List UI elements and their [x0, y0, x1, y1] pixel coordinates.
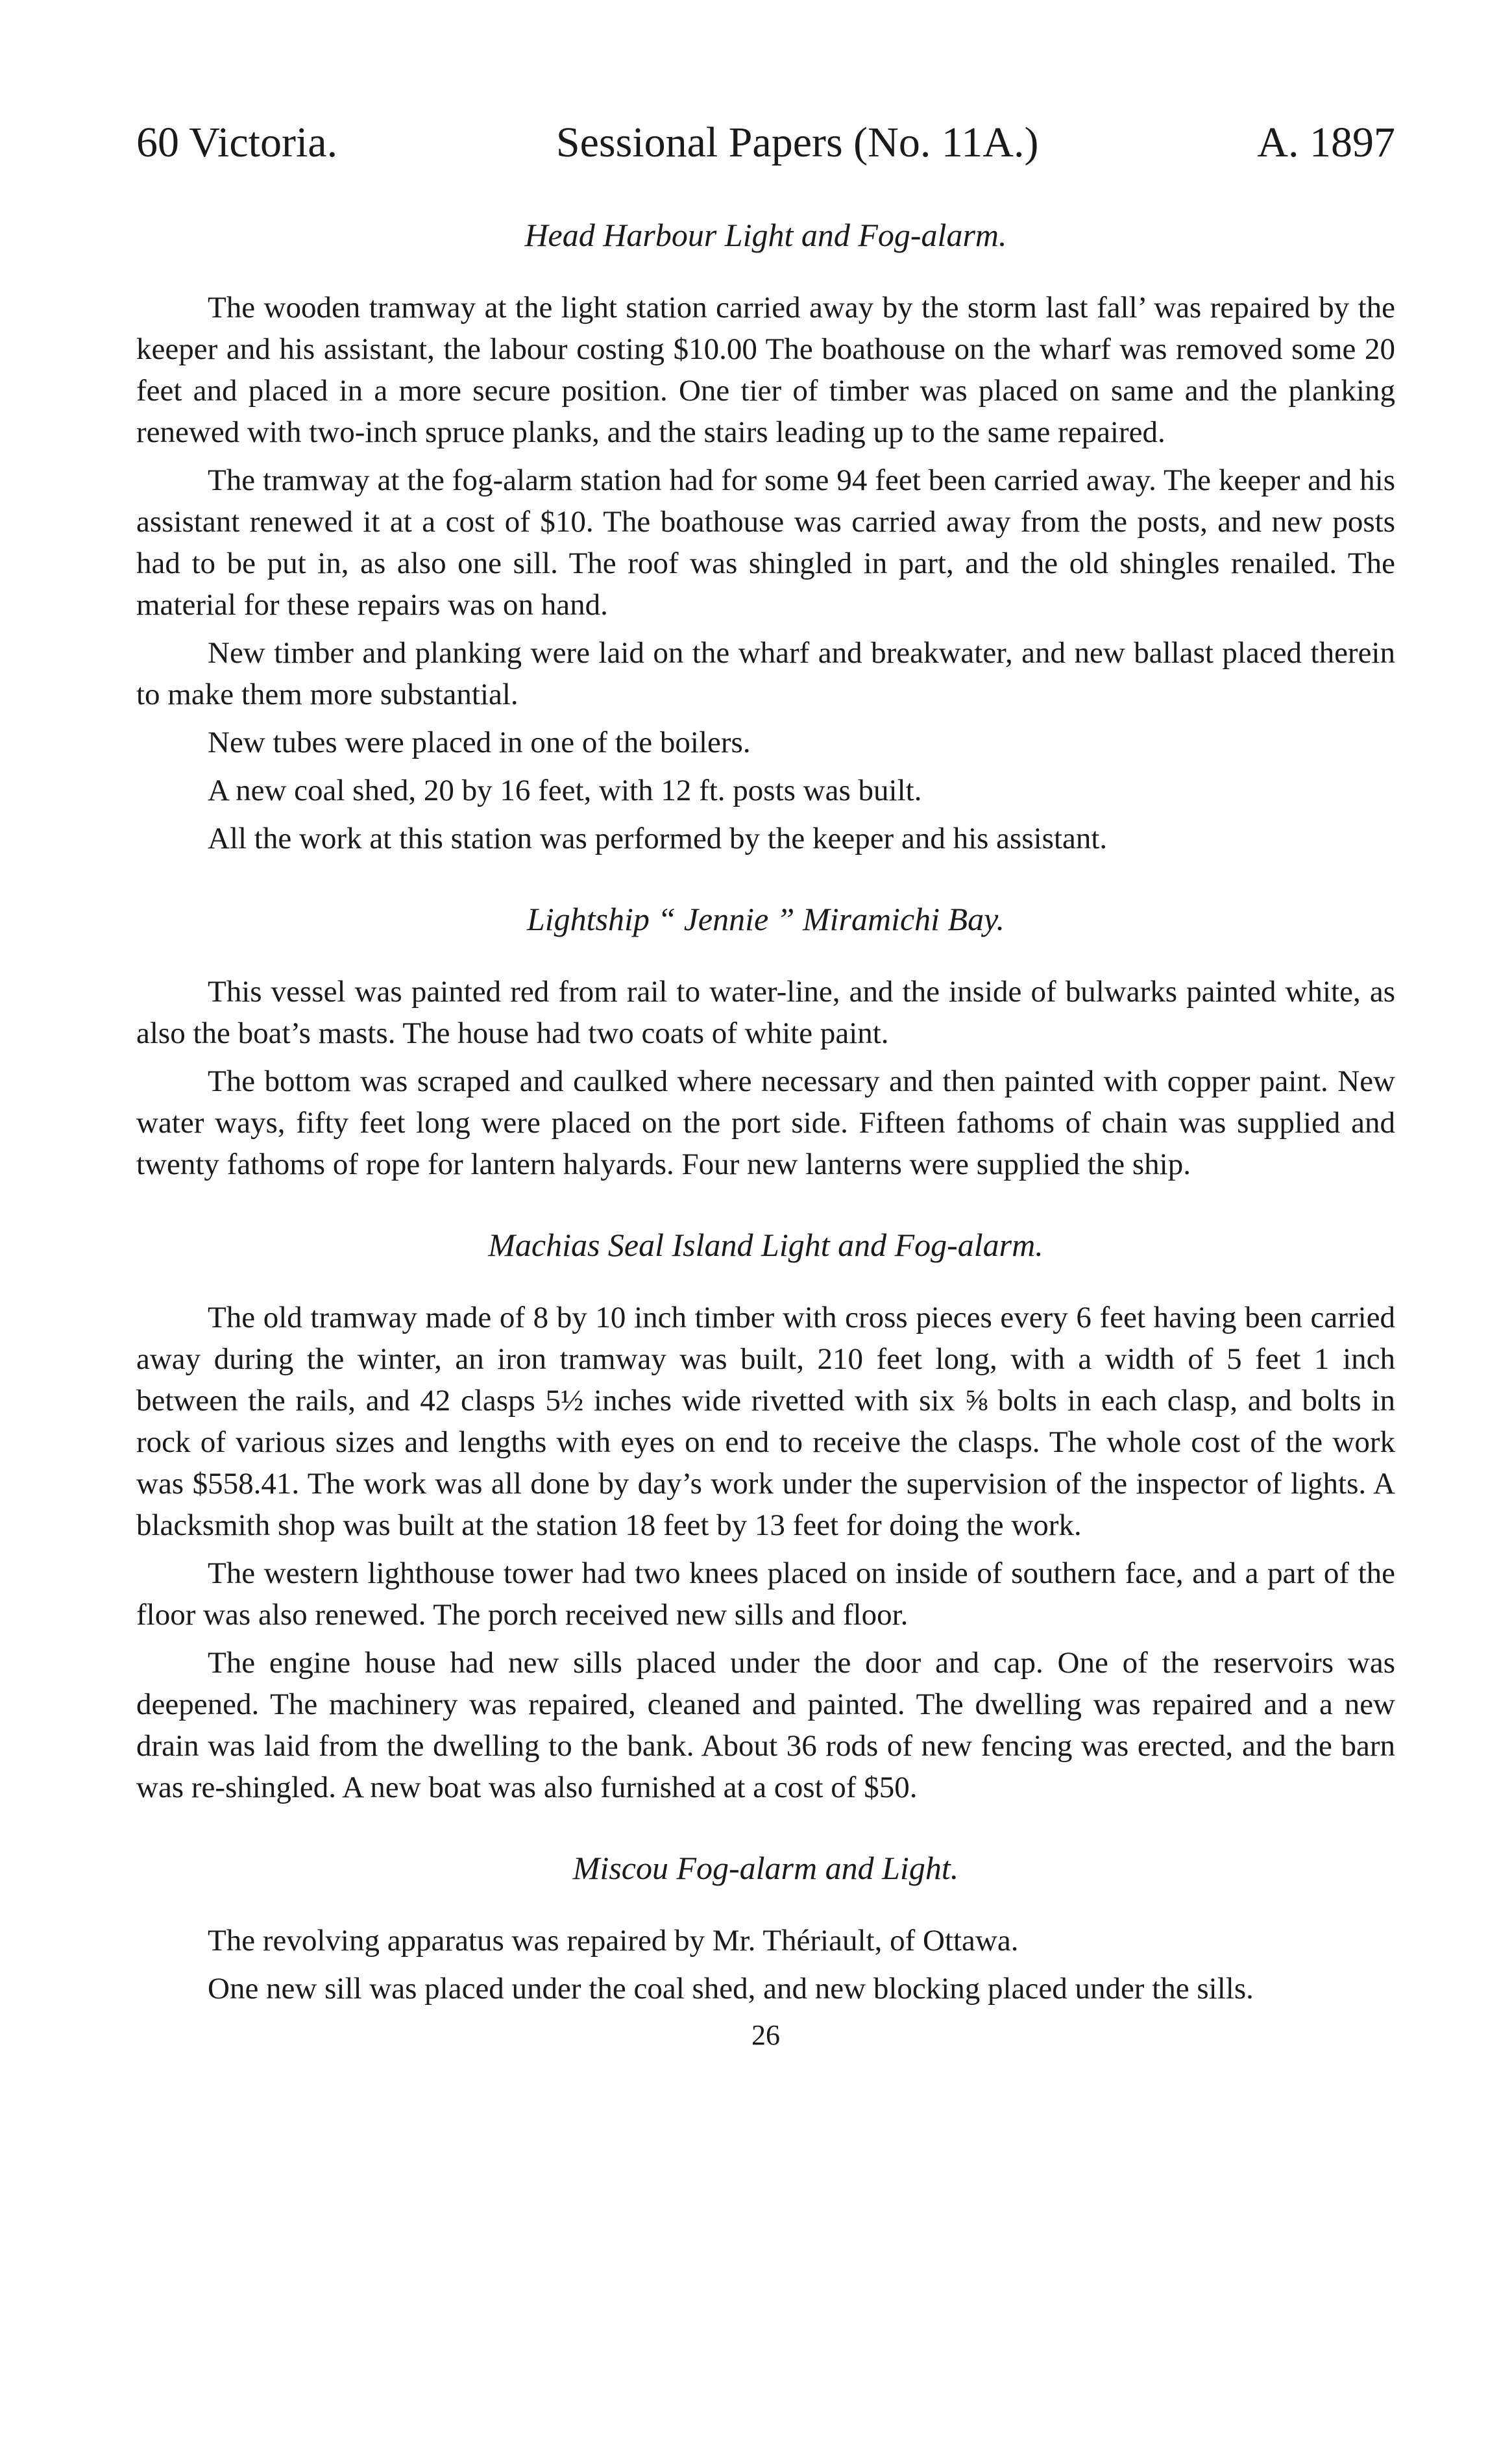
section-head-harbour	[136, 214, 1395, 859]
section-title: Lightship “ Jennie ” Miramichi Bay.	[526, 901, 1005, 937]
header-year: A. 1897	[1257, 119, 1395, 166]
paragraph: The old tramway made of 8 by 10 inch timber with cross pieces every 6 feet having been carried away during the winter, an iron tramway was built, 210 feet long, with a width of 5 feet 1 inch between the rails, and 42 clasps 5½ inches wide rivetted with six ⅝ bolts in each clasp, and bolts in rock of various sizes and lengths with eyes on end to receive the clasps. The whole cost of the work was $558.41. The work was all done by day’s work under the supervision of the inspector of lights. A blacksmith shop was built at the station 18 feet by 13 feet for doing the work.	[136, 1301, 1395, 1542]
page-number: 26	[751, 2019, 780, 2051]
section-miscou	[136, 1847, 1395, 2009]
section-title: Machias Seal Island Light and Fog-alarm.	[488, 1227, 1043, 1263]
section-title: Miscou Fog-alarm and Light.	[572, 1850, 959, 1886]
paragraph: The revolving apparatus was repaired by Mr. Thériault, of Ottawa.	[208, 1924, 1019, 1958]
paragraph: New tubes were placed in one of the boilers.	[208, 726, 751, 759]
document-page	[136, 117, 1395, 2055]
section-lightship-jennie	[136, 898, 1395, 1185]
paragraph: A new coal shed, 20 by 16 feet, with 12 ft. posts was built.	[208, 774, 922, 807]
paragraph: This vessel was painted red from rail to water-line, and the inside of bulwarks painted white, as also the boat’s masts. The house had two coats of white paint.	[136, 975, 1395, 1050]
running-header	[136, 117, 1395, 169]
section-title: Head Harbour Light and Fog-alarm.	[524, 217, 1007, 253]
section-machias-seal-island	[136, 1224, 1395, 1808]
paragraph: The engine house had new sills placed under the door and cap. One of the reservoirs was deepened. The machinery was repaired, cleaned and painted. The dwelling was repaired and a new drain was laid from the dwelling to the bank. About 36 rods of new fencing was erected, and the barn was re-shingled. A new boat was also furnished at a cost of $50.	[136, 1646, 1395, 1804]
paragraph: The western lighthouse tower had two knees placed on inside of southern face, and a part of the floor was also renewed. The porch received new sills and floor.	[136, 1556, 1395, 1632]
paragraph: The tramway at the fog-alarm station had for some 94 feet been carried away. The keeper and his assistant renewed it at a cost of $10. The boathouse was carried away from the posts, and new posts had to be put in, as also one sill. The roof was shingled in part, and the old shingles renailed. The material for these repairs was on hand.	[136, 463, 1395, 622]
paragraph: The wooden tramway at the light station carried away by the storm last fall’ was repaired by the keeper and his assistant, the labour costing $10.00 The boathouse on the wharf was removed some 20 feet and placed in a more secure position. One tier of timber was placed on same and the planking renewed with two-inch spruce planks, and the stairs leading up to the same repaired.	[136, 291, 1395, 449]
header-session: 60 Victoria.	[136, 119, 338, 166]
paragraph: One new sill was placed under the coal shed, and new blocking placed under the sills.	[208, 1972, 1254, 2006]
paragraph: New timber and planking were laid on the wharf and breakwater, and new ballast placed therein to make them more substantial.	[136, 636, 1395, 711]
paragraph: All the work at this station was performed by the keeper and his assistant.	[208, 822, 1108, 855]
header-paper-title: Sessional Papers (No. 11A.)	[555, 119, 1039, 166]
paragraph: The bottom was scraped and caulked where necessary and then painted with copper paint. New water ways, fifty feet long were placed on the port side. Fifteen fathoms of chain was supplied and twenty fathoms of rope for lantern halyards. Four new lanterns were supplied the ship.	[136, 1064, 1395, 1181]
